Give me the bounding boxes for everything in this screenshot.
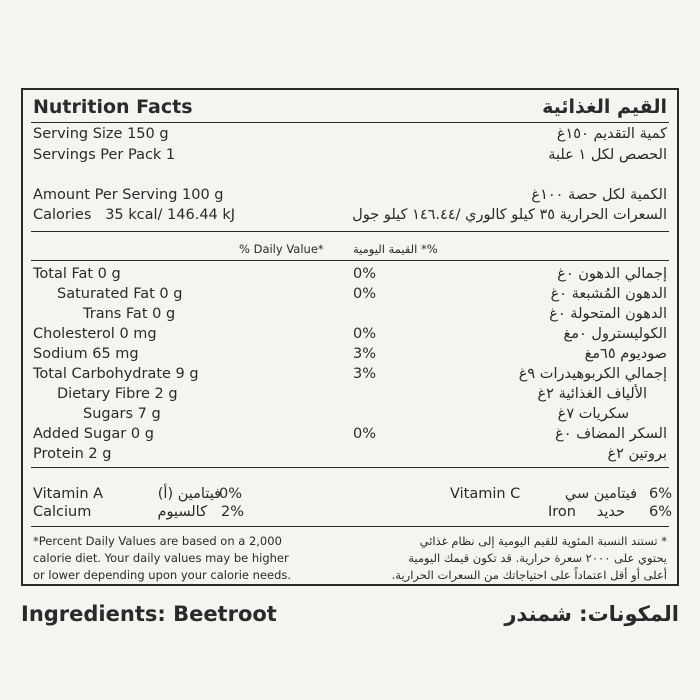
nutrients-rule — [31, 467, 669, 468]
vitamin-a-en: Vitamin A — [33, 486, 104, 502]
servings-per-pack-ar: الحصص لكل ١ علبة — [548, 147, 667, 163]
nutrient-name-ar: الدهون المتحولة ٠غ — [549, 306, 667, 322]
iron-en: Iron — [548, 504, 576, 520]
daily-value-header-en: % Daily Value* — [239, 242, 324, 256]
nutrient-name-en: Sugars 7 g — [83, 406, 161, 422]
nutrient-name-ar: الألياف الغذائية ٢غ — [537, 386, 647, 402]
nutrient-name-en: Added Sugar 0 g — [33, 426, 154, 442]
title-rule — [31, 122, 669, 123]
nutrient-name-en: Total Carbohydrate 9 g — [33, 366, 199, 382]
nutrient-name-en: Protein 2 g — [33, 446, 112, 462]
ingredients-en: Ingredients: Beetroot — [21, 602, 277, 626]
vitamins-rule — [31, 526, 669, 527]
nutrient-dv: 3% — [353, 366, 377, 382]
nutrient-name-ar: إجمالي الدهون ٠غ — [557, 266, 667, 282]
title-ar: القيم الغذائية — [542, 96, 667, 118]
nutrient-dv: 0% — [353, 286, 377, 302]
nutrient-dv: 3% — [353, 346, 377, 362]
calcium-ar: كالسيوم — [157, 504, 207, 520]
vitamin-c-en: Vitamin C — [450, 486, 521, 502]
nutrient-name-ar: بروتين ٢غ — [607, 446, 667, 462]
ingredients-ar: المكونات: شمندر — [504, 602, 679, 626]
nutrient-name-en: Sodium 65 mg — [33, 346, 139, 362]
nutrient-name-ar: إجمالي الكربوهيدرات ٩غ — [518, 366, 667, 382]
nutrient-name-en: Trans Fat 0 g — [83, 306, 176, 322]
amount-per-serving-ar: الكمية لكل حصة ١٠٠غ — [531, 187, 667, 203]
nutrient-dv: 0% — [353, 326, 377, 342]
vitamin-c-ar: فيتامين سي — [564, 486, 637, 502]
footnote-line: * تستند النسبة المئوية للقيم اليومية إلى نظام غذائي — [419, 534, 667, 548]
footnote-line: أعلى أو أقل اعتماداً على احتياجاتك من السعرات الحرارية. — [391, 568, 667, 582]
footnote-line: *Percent Daily Values are based on a 2,000 — [33, 534, 282, 548]
servings-per-pack-en: Servings Per Pack 1 — [33, 147, 176, 163]
calories-rule — [31, 231, 669, 232]
vitamin-a-ar: فيتامين (أ) — [157, 486, 221, 502]
nutrition-facts-panel — [21, 88, 679, 586]
calories-ar: السعرات الحرارية ٣٥ كيلو كالوري /١٤٦.٤٤ كيلو جول — [352, 207, 667, 223]
serving-size-ar: كمية التقديم ١٥٠غ — [556, 126, 667, 142]
footnote-line: calorie diet. Your daily values may be higher — [33, 551, 289, 565]
calories-en: Calories 35 kcal/ 146.44 kJ — [33, 207, 236, 223]
dv-rule — [31, 260, 669, 261]
daily-value-header-ar: %* القيمة اليومية — [353, 242, 438, 256]
serving-size-en: Serving Size 150 g — [33, 126, 169, 142]
footnote-line: or lower depending upon your calorie needs. — [33, 568, 292, 582]
calcium-dv: 2% — [221, 504, 245, 520]
iron-dv: 6% — [649, 504, 673, 520]
vitamin-c-dv: 6% — [649, 486, 673, 502]
nutrient-name-ar: سكريات ٧غ — [557, 406, 629, 422]
nutrient-name-en: Saturated Fat 0 g — [57, 286, 183, 302]
iron-ar: حديد — [596, 504, 625, 520]
nutrient-name-ar: السكر المضاف ٠غ — [555, 426, 667, 442]
nutrient-name-en: Cholesterol 0 mg — [33, 326, 157, 342]
nutrient-name-en: Dietary Fibre 2 g — [57, 386, 178, 402]
amount-per-serving-en: Amount Per Serving 100 g — [33, 187, 224, 203]
nutrient-name-ar: صوديوم ٦٥مغ — [584, 346, 667, 362]
nutrient-name-en: Total Fat 0 g — [33, 266, 121, 282]
nutrient-name-ar: الكوليسترول ٠مغ — [563, 326, 667, 342]
footnote-line: يحتوي على ٢٠٠٠ سعرة حرارية. قد تكون قيمك اليومية — [408, 551, 667, 565]
nutrient-dv: 0% — [353, 426, 377, 442]
nutrient-name-ar: الدهون المُشبعة ٠غ — [550, 286, 667, 302]
vitamin-a-dv: 0% — [219, 486, 243, 502]
nutrient-dv: 0% — [353, 266, 377, 282]
title-en: Nutrition Facts — [33, 96, 193, 118]
calcium-en: Calcium — [33, 504, 92, 520]
